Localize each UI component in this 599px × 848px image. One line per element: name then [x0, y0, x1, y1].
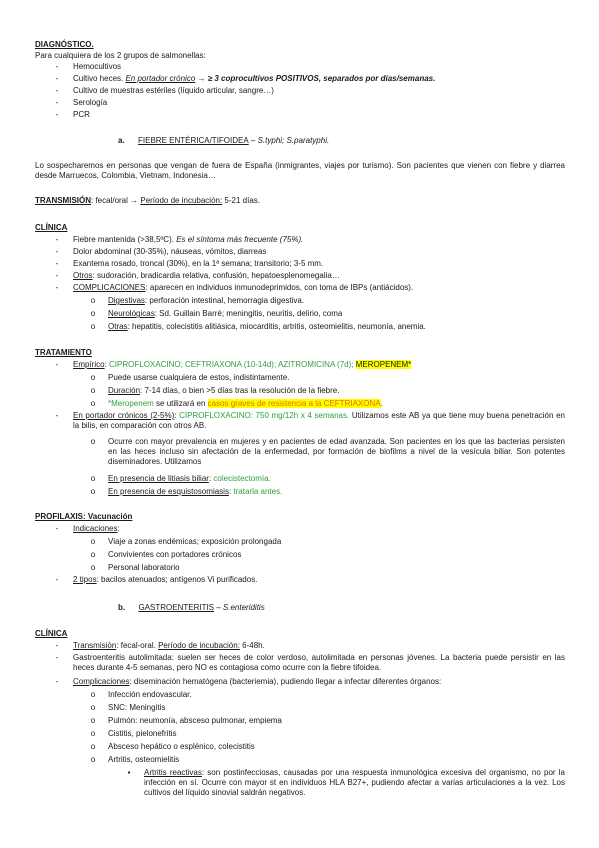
tratamiento-item: *Meropenem se utilizará en casos graves de resistencia a la CEFTRIAXONA. — [108, 399, 383, 408]
circle-bullet: o — [90, 550, 96, 559]
circle-bullet: o — [90, 563, 96, 572]
circle-bullet: o — [90, 742, 96, 751]
dash-bullet: - — [55, 360, 59, 369]
circle-bullet: o — [90, 537, 96, 546]
circle-bullet: o — [90, 474, 96, 483]
portador-paragraph: En portador crónicos (2-5%): CIPROFLOXACINO: 750 mg/12h x 4 semanas. Utilizamos este AB ya que tiene muy buena penetración en la bilis, en comparación con otros AB. — [73, 411, 565, 430]
gastro-complicaciones: Complicaciones: diseminación hematógena (bacteriemia), pudiendo llegar a infectar diferentes órganos: — [73, 677, 442, 686]
diag-item: Cultivo de muestras estériles (líquido articular, sangre…) — [73, 86, 274, 95]
clinica-title: CLÍNICA — [35, 223, 68, 232]
circle-bullet: o — [90, 309, 96, 318]
dash-bullet: - — [55, 110, 59, 119]
organ-item: Artritis, osteomielitis — [108, 755, 180, 764]
clinica-b-title: CLÍNICA — [35, 629, 68, 638]
artritis-reactivas-paragraph: Artritis reactivas: son postinfecciosas, causadas por una respuesta inmunológica excesiva del organismo, no por la infección en sí. Ocurre con mayor st en individuos HLA B27+, pudiendo afectar a varias articulaciones a la vez. Los cultivos del líquido sinovial saldrán negativos. — [144, 768, 565, 797]
circle-bullet: o — [90, 386, 96, 395]
organ-item: Cistitis, pielonefritis — [108, 729, 177, 738]
tratamiento-item: Duración: 7-14 días, o bien >5 días tras la resolución de la fiebre. — [108, 386, 340, 395]
dash-bullet: - — [55, 411, 59, 420]
square-bullet: ▪ — [127, 768, 131, 777]
circle-bullet: o — [90, 703, 96, 712]
complication-item: Digestivas: perforación intestinal, hemorragia digestiva. — [108, 296, 305, 305]
dash-bullet: - — [55, 524, 59, 533]
organ-item: Pulmón: neumonía, absceso pulmonar, empiema — [108, 716, 282, 725]
portador-sub-paragraph: Ocurre con mayor prevalencia en mujeres y en pacientes de edad avanzada. Son pacientes en los que las bacterias persisten en las heces incluso sin afectación de la enfermedad, por formación de biofilms a nivel de la vesícula biliar. Son potentes diseminadores. Utilizamos — [108, 437, 565, 466]
dash-bullet: - — [55, 575, 59, 584]
section-b-heading: b. GASTROENTERITIS – S.enteriditis — [118, 603, 265, 612]
circle-bullet: o — [90, 322, 96, 331]
dash-bullet: - — [55, 247, 59, 256]
diagnostico-intro: Para cualquiera de los 2 grupos de salmonellas: — [35, 51, 206, 60]
dash-bullet: - — [55, 271, 59, 280]
transmision-line: TRANSMISIÓN: fecal/oral → Período de incubación: 5-21 días. — [35, 196, 261, 205]
dash-bullet: - — [55, 86, 59, 95]
dash-bullet: - — [55, 653, 59, 662]
diag-item: Serología — [73, 98, 108, 107]
circle-bullet: o — [90, 373, 96, 382]
dash-bullet: - — [55, 235, 59, 244]
esquistosomiasis-item: En presencia de esquistosomiasis: tratarla antes. — [108, 487, 283, 496]
dash-bullet: - — [55, 283, 59, 292]
litiasis-item: En presencia de litiasis biliar: colecistectomía. — [108, 474, 271, 483]
diagnostico-title: DIAGNÓSTICO. — [35, 40, 94, 49]
circle-bullet: o — [90, 729, 96, 738]
dash-bullet: - — [55, 62, 59, 71]
fiebre-intro-paragraph: Lo sospecharemos en personas que vengan de fuera de España (inmigrantes, viajes por turismo). Son pacientes que vienen con fiebre y diarrea desde Marruecos, Colombia, Vietnam, Indonesia… — [35, 161, 565, 180]
clinica-item: Otros: sudoración, bradicardia relativa, confusión, hepatoesplenomegalia… — [73, 271, 340, 280]
clinica-item: Dolor abdominal (30-35%), náuseas, vómitos, diarreas — [73, 247, 267, 256]
empirico-line: Empírico: CIPROFLOXACINO; CEFTRIAXONA (10-14d); AZITROMICINA (7d); MEROPENEM* — [73, 360, 412, 369]
dash-bullet: - — [55, 641, 59, 650]
circle-bullet: o — [90, 296, 96, 305]
organ-item: Infección endovascular. — [108, 690, 192, 699]
circle-bullet: o — [90, 716, 96, 725]
gastro-transmision: Transmisión: fecal-oral. Período de incubación: 6-48h. — [73, 641, 265, 650]
indicacion-item: Viaje a zonas endémicas; exposición prolongada — [108, 537, 282, 546]
complication-item: Neurológicas: Sd. Guillain Barré; meningitis, neuritis, delirio, coma — [108, 309, 343, 318]
indicacion-item: Convivientes con portadores crónicos — [108, 550, 242, 559]
profilaxis-title: PROFILAXIS: Vacunación — [35, 512, 133, 521]
organ-item: Absceso hepático o esplénico, colecistitis — [108, 742, 255, 751]
dash-bullet: - — [55, 259, 59, 268]
clinica-item: Exantema rosado, troncal (30%), en la 1ª semana; transitorio; 3-5 mm. — [73, 259, 324, 268]
dash-bullet: - — [55, 98, 59, 107]
circle-bullet: o — [90, 755, 96, 764]
tipos-line: 2 tipos: bacilos atenuados; antígenos Vi purificados. — [73, 575, 258, 584]
tratamiento-title: TRATAMIENTO — [35, 348, 92, 357]
organ-item: SNC: Meningitis — [108, 703, 166, 712]
diag-item: Hemocultivos — [73, 62, 122, 71]
indicacion-item: Personal laboratorio — [108, 563, 180, 572]
circle-bullet: o — [90, 690, 96, 699]
dash-bullet: - — [55, 74, 59, 83]
clinica-item: Fiebre mantenida (>38,5ºC). Es el síntoma más frecuente (75%). — [73, 235, 304, 244]
diag-item-heces: Cultivo heces. En portador crónico → ≥ 3 coprocultivos POSITIVOS, separados por días/semanas. — [73, 74, 436, 83]
circle-bullet: o — [90, 437, 96, 446]
complication-item: Otras: hepatitis, colecistitis alitiásica, miocarditis, artritis, osteomielitis, neumonía, anemia. — [108, 322, 426, 331]
circle-bullet: o — [90, 487, 96, 496]
indicaciones-label: Indicaciones: — [73, 524, 120, 533]
gastro-paragraph: Gastroenteritis autolimitada: suelen ser heces de color verdoso, autolimitada en personas jóvenes. La bacteria puede persistir en las heces durante 4-5 semanas, pero NO es contagiosa como ocurre con la fiebre tifoidea. — [73, 653, 565, 672]
section-a-heading: a. FIEBRE ENTÉRICA/TIFOIDEA – S.typhi; S.paratyphi. — [118, 136, 330, 145]
clinica-item: COMPLICACIONES: aparecen en individuos inmunodeprimidos, con toma de IBPs (antiácidos). — [73, 283, 414, 292]
diag-item: PCR — [73, 110, 90, 119]
dash-bullet: - — [55, 677, 59, 686]
circle-bullet: o — [90, 399, 96, 408]
tratamiento-item: Puede usarse cualquiera de estos, indistintamente. — [108, 373, 290, 382]
